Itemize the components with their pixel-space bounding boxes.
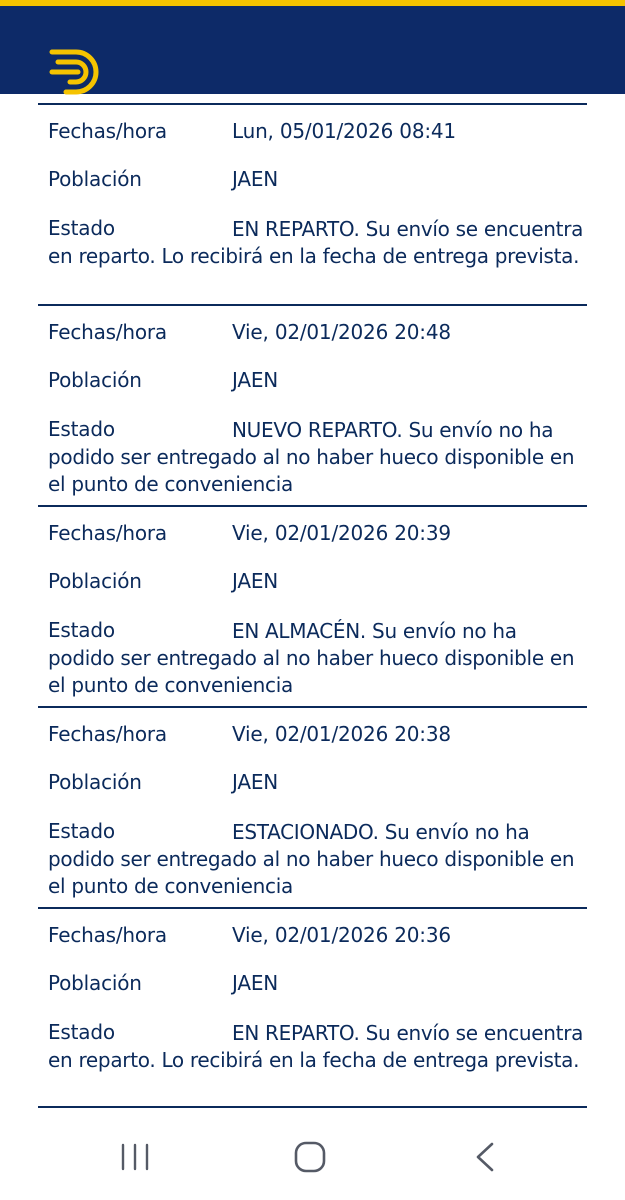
poblacion-label: Población: [48, 971, 142, 995]
tracking-entry: [38, 907, 587, 1108]
fecha-value: Vie, 02/01/2026 20:38: [232, 722, 451, 746]
header-accent-strip: [0, 0, 625, 6]
estado-label: Estado: [48, 1020, 115, 1044]
poblacion-label: Población: [48, 167, 142, 191]
poblacion-label: Población: [48, 368, 142, 392]
tracking-history-list: [38, 103, 587, 1108]
fecha-value: Vie, 02/01/2026 20:39: [232, 521, 451, 545]
estado-value: EN REPARTO. Su envío se encuentra en reparto. Lo recibirá en la fecha de entrega prevista.: [48, 1021, 584, 1072]
fecha-label: Fechas/hora: [48, 320, 167, 344]
correos-express-logo-icon[interactable]: [48, 44, 108, 100]
poblacion-value: JAEN: [232, 569, 279, 593]
system-navigation-bar: [0, 1112, 625, 1200]
fecha-value: Lun, 05/01/2026 08:41: [232, 119, 456, 143]
fecha-value: Vie, 02/01/2026 20:36: [232, 923, 451, 947]
poblacion-value: JAEN: [232, 770, 279, 794]
poblacion-label: Población: [48, 569, 142, 593]
tracking-entry: [38, 505, 587, 706]
estado-value: ESTACIONADO. Su envío no ha podido ser entregado al no haber hueco disponible en el punto de conveniencia: [48, 820, 575, 898]
recent-apps-icon[interactable]: [118, 1140, 152, 1174]
estado-label: Estado: [48, 819, 115, 843]
tracking-entry: [38, 103, 587, 304]
estado-value: NUEVO REPARTO. Su envío no ha podido ser entregado al no haber hueco disponible en el punto de conveniencia: [48, 418, 575, 496]
tracking-entry: [38, 706, 587, 907]
poblacion-value: JAEN: [232, 368, 279, 392]
poblacion-value: JAEN: [232, 971, 279, 995]
estado-label: Estado: [48, 417, 115, 441]
back-icon[interactable]: [472, 1140, 498, 1174]
fecha-label: Fechas/hora: [48, 923, 167, 947]
fecha-label: Fechas/hora: [48, 722, 167, 746]
estado-label: Estado: [48, 216, 115, 240]
estado-value: EN ALMACÉN. Su envío no ha podido ser entregado al no haber hueco disponible en el punto de conveniencia: [48, 619, 575, 697]
tracking-entry: [38, 304, 587, 505]
estado-label: Estado: [48, 618, 115, 642]
estado-value: EN REPARTO. Su envío se encuentra en reparto. Lo recibirá en la fecha de entrega prevista.: [48, 217, 584, 268]
fecha-label: Fechas/hora: [48, 521, 167, 545]
fecha-label: Fechas/hora: [48, 119, 167, 143]
app-header: [0, 0, 625, 94]
home-icon[interactable]: [292, 1140, 328, 1174]
poblacion-value: JAEN: [232, 167, 279, 191]
poblacion-label: Población: [48, 770, 142, 794]
fecha-value: Vie, 02/01/2026 20:48: [232, 320, 451, 344]
